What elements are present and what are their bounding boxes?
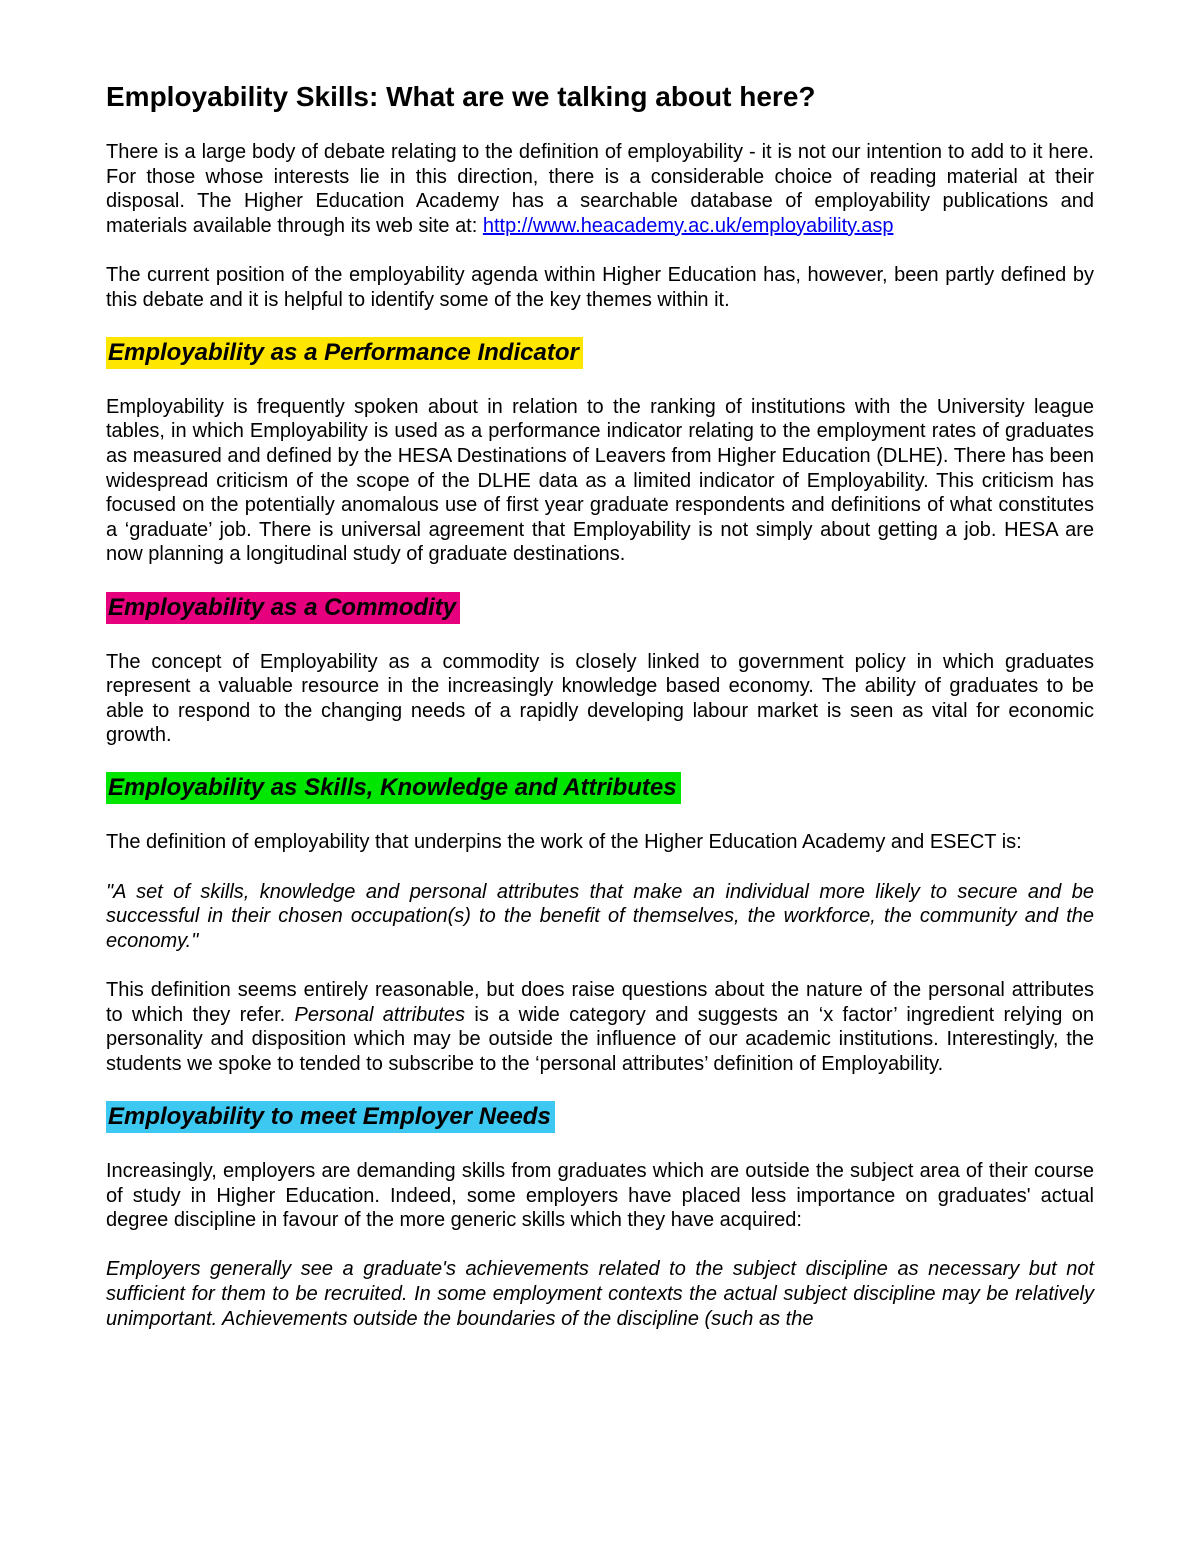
commentary-emphasis: Personal attributes <box>294 1003 466 1026</box>
intro-paragraph-1 <box>106 140 1094 238</box>
section-heading-employer-needs: Employability to meet Employer Needs <box>106 1101 555 1133</box>
section-skills-commentary <box>106 978 1094 1076</box>
section-commodity-body: The concept of Employability as a commodity is closely linked to government policy in which graduates represent a valuable resource in the increasingly knowledge based economy. The ability of graduates to be able to respond to the changing needs of a rapidly developing labour market is seen as vital for economic growth. <box>106 650 1094 747</box>
intro-paragraph-2: The current position of the employability agenda within Higher Education has, however, been partly defined by this debate and it is helpful to identify some of the key themes within it. <box>106 263 1094 311</box>
heacademy-link[interactable]: http://www.heacademy.ac.uk/employability.asp <box>482 214 894 237</box>
section-commodity <box>106 592 1094 624</box>
employer-quote: Employers generally see a graduate's achievements related to the subject discipline as necessary but not sufficient for them to be recruited. In some employment contexts the actual subject discipline may be relatively unimportant. Achievements outside the boundaries of the discipline (such as the <box>106 1258 1094 1330</box>
page-title: Employability Skills: What are we talking about here? <box>106 81 816 112</box>
intro-paragraph-1-text: There is a large body of debate relating to the definition of employability - it is not our intention to add to it here. For those whose interests lie in this direction, there is a considerable choice of reading material at their disposal. The Higher Education Academy has a searchable database of employability publications and materials available through its web site at: <box>106 141 1094 237</box>
section-employer-needs <box>106 1101 1094 1133</box>
section-skills-knowledge-attributes <box>106 772 1094 804</box>
document-content <box>106 78 1094 1331</box>
section-heading-performance-indicator: Employability as a Performance Indicator <box>106 337 583 369</box>
commentary-text-start: This definition seems entirely reasonable, but does raise questions about the nature of the personal attributes to which they refer. <box>106 979 1094 1026</box>
section-heading-commodity: Employability as a Commodity <box>106 592 460 624</box>
section-performance-indicator-body: Employability is frequently spoken about in relation to the ranking of institutions with the University league tables, in which Employability is used as a performance indicator relating to the employment rates of graduates as measured and defined by the HESA Destinations of Leavers from Higher Education (DLHE). There has been widespread criticism of the scope of the DLHE data as a limited indicator of Employability. This criticism has focused on the potentially anomalous use of first year graduate respondents and definitions of what constitutes a ‘graduate’ job. There is universal agreement that Employability is not simply about getting a job. HESA are now planning a longitudinal study of graduate destinations. <box>106 395 1094 566</box>
section-skills-body: The definition of employability that underpins the work of the Higher Education Academy and ESECT is: <box>106 831 1022 854</box>
section-heading-skills-knowledge-attributes: Employability as Skills, Knowledge and Attributes <box>106 772 681 804</box>
definition-quote: "A set of skills, knowledge and personal attributes that make an individual more likely to secure and be successful in their chosen occupation(s) to the benefit of themselves, the workforce, the community and the economy." <box>106 880 1094 952</box>
section-performance-indicator <box>106 337 1094 369</box>
commentary-text-end: is a wide category and suggests an ‘x factor’ ingredient relying on personality and disposition which may be outside the influence of our academic institutions. Interestingly, the students we spoke to tended to subscribe to the ‘personal attributes’ definition of Employability. <box>106 1003 1094 1075</box>
section-employer-needs-body: Increasingly, employers are demanding skills from graduates which are outside the subject area of their course of study in Higher Education. Indeed, some employers have placed less importance on graduates' actual degree discipline in favour of the more generic skills which they have acquired: <box>106 1160 1094 1232</box>
